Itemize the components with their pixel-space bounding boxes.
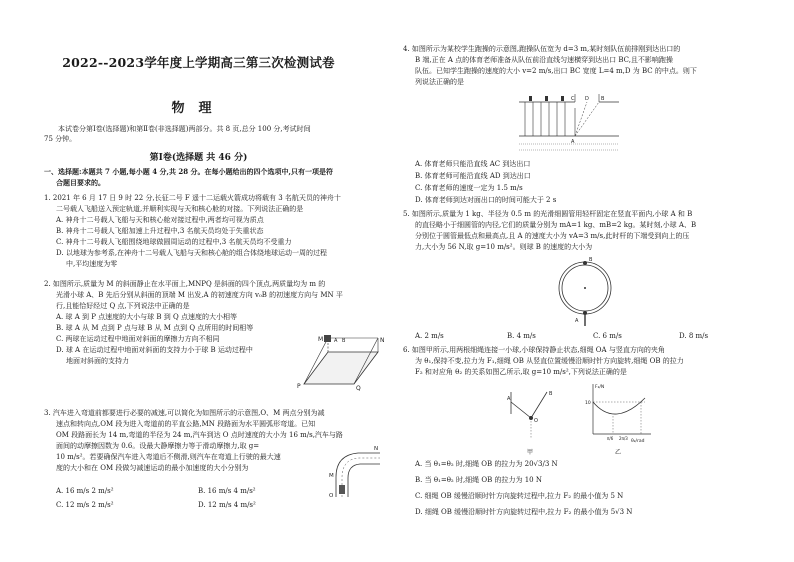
q3-stem-1: 3. 汽车进入弯道前都要进行必要的减速,可以简化为如图所示的示意图,O、M 两点分别为减 [44,409,325,417]
q6-axis-x: θ₂/rad [631,439,645,444]
q2-stem-2: 光滑小球 A、B 先后分别从斜面的顶端 M 出发,A 的初速度方向 v₀B 的初速度方向与 MN 平 [56,291,343,299]
q6-figure-jia [507,388,557,458]
q3-label-m: M [329,473,334,479]
intro-line-1: 本试卷分第Ⅰ卷(选择题)和第Ⅱ卷(非选择题)两部分。共 8 页,总分 100 分,考试时间 [58,125,311,133]
right-column [397,0,794,562]
q2-option-b: B. 球 A 从 M 点到 P 点与球 B 从 M 点到 Q 点所用的时间相等 [56,324,254,332]
q6-caption-jia: 甲 [527,449,534,456]
q3-option-d: D. 12 m/s 4 m/s² [198,501,256,509]
q4-label-d: D [585,96,589,102]
intro-line-2: 75 分钟。 [44,135,77,143]
q1-option-a: A. 神舟十二号载人飞船与天和核心舱对接过程中,两者均可视为质点 [56,216,264,224]
q3-stem-4: 面间的动摩擦因数为 0.6。设最大静摩擦力等于滑动摩擦力,取 g= [56,442,260,450]
q5-tube-figure [553,254,623,328]
q3-option-a: A. 16 m/s 2 m/s² [56,487,114,495]
q6-option-b: B. 当 θ₁=θ₂ 时,细绳 OB 的拉力为 10 N [415,476,542,484]
instruction-line-1: 一、选择题:本题共 7 小题,每小题 4 分,共 28 分。在每小题给出的四个选项中,只有一项是符 [44,167,333,176]
q1-option-d-cont: 中,平均速度为零 [66,260,118,268]
q6-label-o: O [534,418,538,424]
q5-label-b: B [589,257,593,263]
section-title: 第Ⅰ卷(选择题 共 46 分) [149,153,248,163]
q4-stem-2: B 端,正在 A 点的体育老师准备从队伍前沿直线匀速横穿到达出口 BC,且不影响跑操 [415,56,673,64]
q4-running-figure [515,92,623,156]
q4-label-c: C [571,96,575,102]
q6-tick-pi6: π/6 [607,436,614,441]
q3-stem-2: 速点和转向点,OM 段为进入弯道前的平直公路,MN 段路面为水平圆弧形弯道。已知 [56,420,316,428]
q1-stem-2: 二号载人飞船送入预定轨道,并顺利实现与天和核心舱的对接。下列说法正确的是 [56,205,304,213]
q5-option-a: A. 2 m/s [415,332,444,340]
instruction-line-2: 合题目要求的。 [56,178,105,187]
q3-option-c: C. 12 m/s 2 m/s² [56,501,114,509]
q3-road-figure [328,445,383,500]
q6-figure-yi [585,382,653,458]
q5-option-b: B. 4 m/s [507,332,536,340]
q5-stem-1: 5. 如图所示,质量为 1 kg、半径为 0.5 m 的光滑细圆管用轻杆固定在竖直平面内,小球 A 和 B [403,210,693,218]
q6-option-d: D. 细绳 OB 缓慢沿顺时针方向旋转过程中,拉力 F₂ 的最小值为 5√3 N [415,508,633,516]
q2-incline-figure [294,332,384,392]
q6-stem-1: 6. 如图甲所示,用两根细绳连接一小球,小球保持静止状态,细绳 OA 与竖直方向的夹角 [403,346,665,354]
q6-label-b: B [549,391,553,397]
q1-option-b: B. 神舟十二号载人飞船加速上升过程中,3 名航天员均处于失重状态 [56,227,264,235]
q1-option-c: C. 神舟十二号载人飞船围绕地球做圆周运动的过程中,3 名航天员均不受重力 [56,238,292,246]
q3-stem-5: 10 m/s²。若要确保汽车进入弯道后不侧滑,则汽车在弯道上行驶的最大速 [56,453,281,461]
q2-option-c: C. 两球在运动过程中地面对斜面的摩擦力方向不相同 [56,335,220,343]
q4-option-c: C. 体育老师的速度一定为 1.5 m/s [415,184,523,192]
subject-title: 物理 [171,101,226,116]
q2-label-n: N [380,337,385,344]
q2-option-d-cont: 地面对斜面的支持力 [66,357,129,365]
q4-stem-3: 队伍。已知学生跑操的速度的大小 v=2 m/s,出口 BC 宽度 L=4 m,D 为 BC 的中点。则下 [415,67,697,75]
exam-title: 2022--2023学年度上学期高三第三次检测试卷 [62,55,335,70]
q5-option-c: C. 6 m/s [593,332,622,340]
q4-label-b: B [601,96,605,102]
q4-label-a: A [571,139,575,145]
q2-stem-1: 2. 如图所示,质量为 M 的斜面静止在水平面上,MNPQ 是斜面的四个顶点,两质量均为 m 的 [44,280,326,288]
q4-option-d: D. 体育老师到达对面出口的时间可能大于 2 s [415,196,557,204]
q3-stem-6: 度的大小和在 OM 段做匀减速运动的最小加速度的大小分别为 [56,464,249,472]
q6-caption-yi: 乙 [615,449,622,456]
q4-option-a: A. 体育老师只能沿直线 AC 到达出口 [415,160,531,168]
q6-option-c: C. 细绳 OB 缓慢沿顺时针方向旋转过程中,拉力 F₂ 的最小值为 5 N [415,492,624,500]
q1-stem-1: 1. 2021 年 6 月 17 日 9 时 22 分,长征二号 F 遥十二运载火箭成功将载有 3 名航天员的神舟十 [44,194,341,202]
q2-label-q: Q [356,385,361,392]
q5-option-d: D. 8 m/s [679,332,709,340]
q6-stem-3: F₂ 和对应角 θ₂ 的关系如图乙所示,取 g=10 m/s²,下列说法正确的是 [415,368,627,376]
q6-tick-10: 10 [585,401,591,406]
q3-stem-3: OM 段路面长为 14 m,弯道的半径为 24 m,汽车到达 O 点时速度的大小为 16 m/s,汽车与路 [56,431,343,439]
q1-option-d: D. 以地球为参考系,在神舟十二号载人飞船与天和核心舱的组合体绕地球运动一周的过程 [56,249,328,257]
q5-stem-3: 分别位于圆管最低点和最高点,且 A 的速度大小为 vA=3 m/s,此时杆的下端受到向上的压 [415,232,690,240]
q4-stem-4: 列说法正确的是 [415,78,464,86]
q2-label-b: B [342,338,346,344]
q6-tick-2pi3: 2π/3 [619,436,628,441]
q3-option-b: B. 16 m/s 4 m/s² [198,487,256,495]
q4-stem-1: 4. 如图所示为某校学生跑操的示意图,跑操队伍宽为 d=3 m,某时刻队伍前排刚到达出口的 [403,45,681,53]
q5-label-a: A [575,318,579,324]
q2-option-a: A. 球 A 到 P 点速度的大小与球 B 到 Q 点速度的大小相等 [56,313,237,321]
q2-label-a: A [334,338,338,344]
q5-stem-2: 的直径略小于细圆管的内径,它们的质量分别为 mA=1 kg、mB=2 kg。某时刻,小球 A、B [415,221,697,229]
q5-stem-4: 力,大小为 56 N,取 g=10 m/s²。则球 B 的速度的大小为 [415,243,593,251]
q2-stem-3: 行,且能恰好经过 Q 点,下列说法中正确的是 [56,302,190,310]
q4-option-b: B. 体育老师可能沿直线 AD 到达出口 [415,172,531,180]
q2-option-d: D. 球 A 在运动过程中地面对斜面的支持力小于球 B 运动过程中 [56,346,253,354]
q3-label-o: O [329,493,334,499]
q2-label-p: P [297,383,301,390]
q6-axis-y: F₂/N [595,385,605,390]
q6-stem-2: 为 θ₁,保持不变,拉力为 F₁,细绳 OB 从竖直位置缓慢沿顺时针方向旋转,细绳 OB 的拉力 [415,357,684,365]
q6-label-a: A [507,396,511,402]
q6-option-a: A. 当 θ₁=θ₂ 时,细绳 OB 的拉力为 20√3/3 N [415,460,558,468]
q2-label-m: M [318,336,324,343]
q3-label-n: N [374,446,379,452]
